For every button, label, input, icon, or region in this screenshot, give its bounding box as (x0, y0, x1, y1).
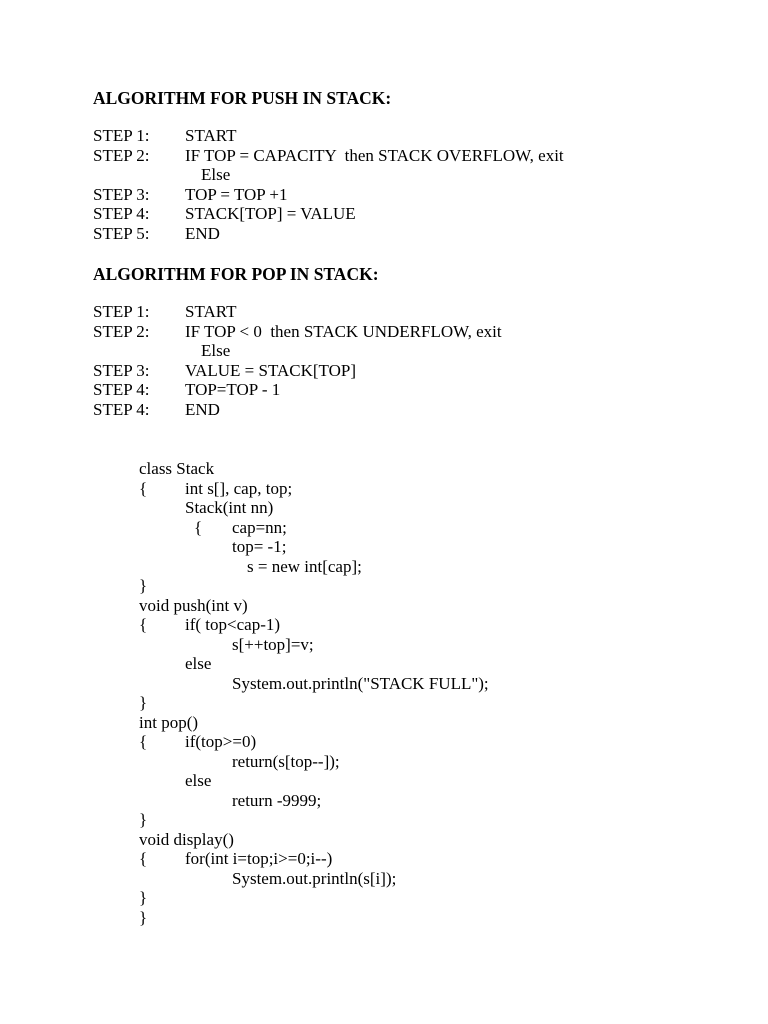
push-step-1-label: STEP 1: (93, 126, 150, 145)
push-step-5-label: STEP 5: (93, 224, 150, 243)
push-step-4-text: STACK[TOP] = VALUE (185, 204, 356, 223)
push-step-2-label: STEP 2: (93, 146, 150, 165)
code-line-brace: } (139, 908, 148, 927)
code-line-brace: } (139, 888, 148, 907)
code-line-constructor: Stack(int nn) (185, 498, 274, 517)
push-step-2-text: IF TOP = CAPACITY then STACK OVERFLOW, exit (185, 146, 564, 165)
code-line-display-signature: void display() (139, 830, 234, 849)
pop-step-2-label: STEP 2: (93, 322, 150, 341)
pop-step-1-label: STEP 1: (93, 302, 150, 321)
code-line-push-if: if( top<cap-1) (185, 615, 281, 634)
code-line-brace: } (139, 576, 148, 595)
code-line-return-sentinel: return -9999; (232, 791, 322, 810)
push-step-3-text: TOP = TOP +1 (185, 185, 288, 204)
pop-step-4-label: STEP 4: (93, 380, 150, 399)
code-line-push-signature: void push(int v) (139, 596, 248, 615)
pop-step-1-text: START (185, 302, 237, 321)
code-line-brace: } (139, 693, 148, 712)
code-line-pop-signature: int pop() (139, 713, 199, 732)
push-algorithm-heading: ALGORITHM FOR PUSH IN STACK: (93, 88, 392, 108)
push-step-3-label: STEP 3: (93, 185, 150, 204)
push-step-5-text: END (185, 224, 220, 243)
pop-algorithm-heading: ALGORITHM FOR POP IN STACK: (93, 264, 379, 284)
code-line-class: class Stack (139, 459, 215, 478)
code-line-display-print: System.out.println(s[i]); (232, 869, 397, 888)
code-line-pop-if: if(top>=0) (185, 732, 257, 751)
code-line-else: else (185, 771, 212, 790)
code-line-brace: } (139, 810, 148, 829)
push-step-2-else: Else (201, 165, 231, 184)
pop-step-2-text: IF TOP < 0 then STACK UNDERFLOW, exit (185, 322, 502, 341)
pop-step-3-label: STEP 3: (93, 361, 150, 380)
pop-step-5-text: END (185, 400, 220, 419)
code-line-else: else (185, 654, 212, 673)
code-line-pop-return: return(s[top--]); (232, 752, 340, 771)
pop-step-3-text: VALUE = STACK[TOP] (185, 361, 356, 380)
pop-step-5-label: STEP 4: (93, 400, 150, 419)
code-line-fields: int s[], cap, top; (185, 479, 293, 498)
pop-step-2-else: Else (201, 341, 231, 360)
code-line-display-for: for(int i=top;i>=0;i--) (185, 849, 333, 868)
code-line-array-alloc: s = new int[cap]; (247, 557, 362, 576)
pop-step-4-text: TOP=TOP - 1 (185, 380, 281, 399)
code-line-push-assign: s[++top]=v; (232, 635, 314, 654)
code-line-stack-full: System.out.println("STACK FULL"); (232, 674, 489, 693)
code-line-cap-assign: cap=nn; (232, 518, 287, 537)
code-line-brace: { (139, 849, 148, 868)
code-line-brace: { (139, 479, 148, 498)
code-line-brace: { (139, 732, 148, 751)
push-step-1-text: START (185, 126, 237, 145)
code-line-brace: { (139, 615, 148, 634)
code-line-top-assign: top= -1; (232, 537, 287, 556)
push-step-4-label: STEP 4: (93, 204, 150, 223)
code-line-brace: { (194, 518, 203, 537)
